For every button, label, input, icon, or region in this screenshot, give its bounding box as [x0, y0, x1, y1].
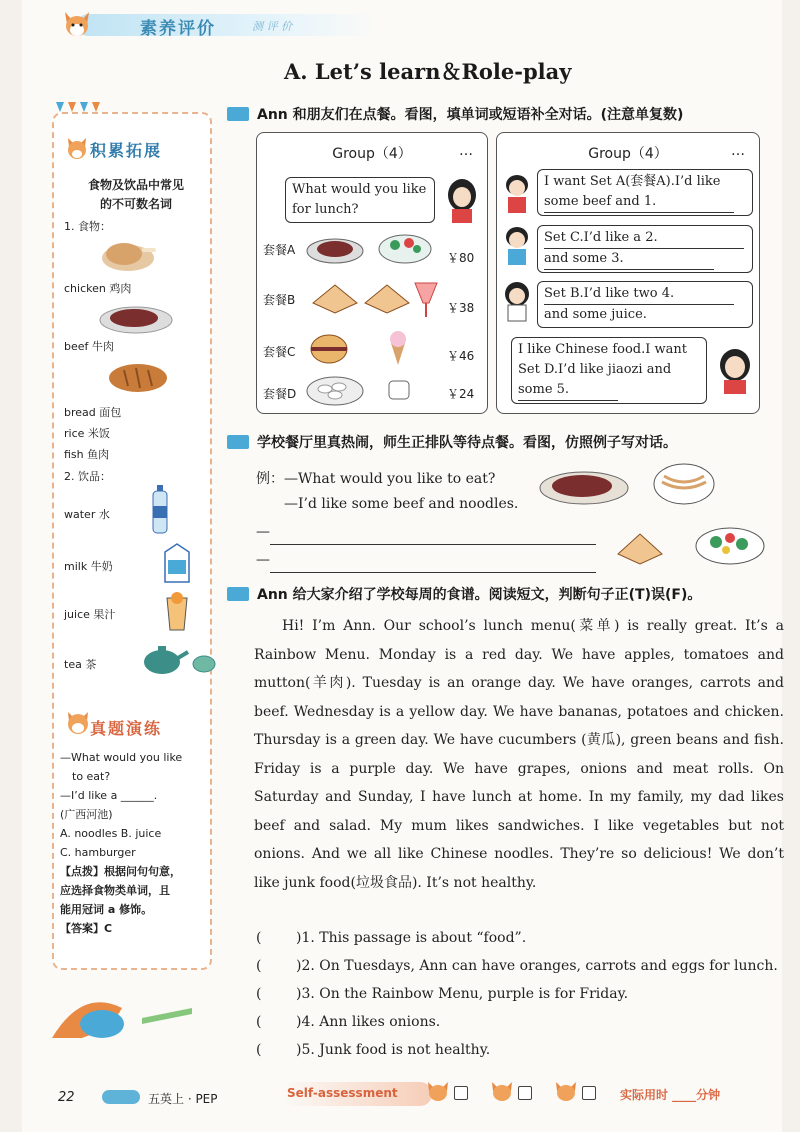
tf-answer-slot-4[interactable]: (: [256, 1014, 262, 1030]
tf-item-1: [256, 930, 526, 946]
exam-q3: —I’d like a ______.: [60, 789, 158, 802]
fish-label: fish 鱼肉: [64, 448, 110, 461]
exam-tip-line1: 【点拨】根据问句句意，: [60, 865, 181, 878]
page-number: 22: [58, 1090, 75, 1105]
exam-tip-line2: 应选择食物类单词，且: [60, 884, 170, 897]
tf-answer-slot-2[interactable]: (: [256, 958, 262, 974]
section-marker-icon: [227, 435, 249, 449]
sidebar-box: [52, 112, 212, 970]
bread-icon: [106, 360, 170, 396]
rating-checkbox-2[interactable]: [518, 1086, 532, 1100]
answer-blank-4[interactable]: Set B.I’d like two 4.: [544, 284, 734, 305]
order-bubble-1-line2: [544, 192, 746, 213]
combo-b-food-icon: [305, 273, 445, 323]
beef-icon: [98, 300, 174, 336]
girl-avatar-icon: [443, 177, 481, 225]
bunting-icon: [52, 100, 112, 116]
rating-checkbox-1[interactable]: [454, 1086, 468, 1100]
exam-heading: [66, 714, 196, 742]
combo-c-label: 套餐C: [263, 345, 296, 359]
series-badge: [102, 1090, 140, 1104]
milk-label: milk 牛奶: [64, 560, 113, 573]
teapot-icon: [138, 638, 218, 678]
bread-label: bread 面包: [64, 406, 122, 419]
combo-b-label: 套餐B: [263, 293, 296, 307]
sidebar-heading-text: 积累拓展: [90, 141, 163, 160]
order-bubble-4-line1: I like Chinese food.I want: [518, 342, 687, 357]
tf-answer-slot-3[interactable]: (: [256, 986, 262, 1002]
example-answer: —I’d like some beef and noodles.: [284, 496, 519, 512]
water-bottle-icon: [150, 484, 170, 536]
menu-panel-left: [256, 132, 488, 414]
section1-instruction-text: Ann 和朋友们在点餐。看图，填单词或短语补全对话。(注意单复数): [257, 107, 684, 123]
answer-line-1[interactable]: [270, 544, 596, 545]
fox-rating-icon: [554, 1080, 578, 1102]
page-footer: [22, 1072, 782, 1106]
beef-label: beef 牛肉: [64, 340, 114, 353]
exam-answer: 【答案】C: [60, 922, 113, 935]
answer-line-2[interactable]: [270, 572, 596, 573]
order-bubble-2-line2: [544, 249, 746, 270]
girl-avatar-icon: [715, 347, 755, 397]
section3-instruction: [227, 584, 701, 604]
section-marker-icon: [227, 107, 249, 121]
waiter-bubble: What would you like for lunch?: [285, 177, 435, 223]
fox-rating-icon: [426, 1080, 450, 1102]
tf-answer-slot-1[interactable]: (: [256, 930, 262, 946]
workbook-page: [22, 0, 782, 1132]
section1-instruction: [227, 104, 683, 124]
combo-b-price: ￥38: [447, 301, 475, 315]
order-bubble-1: [537, 169, 753, 216]
order-bubble-4-line3: [518, 380, 700, 401]
fox-rating-icon: [490, 1080, 514, 1102]
combo-d-food-icon: [305, 373, 445, 409]
book-label: 五英上 · PEP: [148, 1092, 218, 1106]
exam-heading-text: 真题演练: [90, 719, 163, 738]
combo-a-price: ￥80: [447, 251, 475, 265]
tf-item-4: [256, 1014, 440, 1030]
combo-d-price: ￥24: [447, 387, 475, 401]
section2-instruction: [227, 432, 677, 452]
combo-c-food-icon: [305, 329, 445, 369]
sidebar-subtitle-line1: 食物及饮品中常见: [87, 178, 184, 192]
answer-blank-2[interactable]: Set C.I’d like a 2.: [544, 228, 744, 249]
fox-mascot-icon: [62, 10, 92, 38]
combo-a-food-icon: [305, 229, 445, 269]
tf-item-2: [256, 958, 778, 974]
tea-label: tea 茶: [64, 658, 97, 671]
boy-avatar-icon: [503, 173, 531, 215]
milk-carton-icon: [162, 542, 192, 584]
sidebar-subtitle-line2: 的不可数名词: [99, 197, 172, 211]
juice-glass-icon: [162, 590, 192, 632]
drink-label: 2. 饮品：: [64, 470, 111, 483]
order-bubble-2-line1: [544, 228, 746, 249]
combo-a-label: 套餐A: [263, 243, 296, 257]
tf-item-4-text: )4. Ann likes onions.: [296, 1014, 441, 1030]
left-panel-title: Group（4）: [332, 146, 412, 162]
fox-icon: [66, 136, 88, 162]
tf-item-3: [256, 986, 628, 1002]
menu-panel-right: [496, 132, 760, 414]
section3-instruction-text: Ann 给大家介绍了学校每周的食谱。阅读短文，判断句子正(T)误(F)。: [257, 587, 702, 603]
tf-item-1-text: )1. This passage is about “food”.: [296, 930, 527, 946]
order-bubble-3-line2: and some juice.: [544, 307, 647, 322]
sidebar-subtitle: [66, 176, 206, 214]
tf-item-2-text: )2. On Tuesdays, Ann can have oranges, carrots and eggs for lunch.: [296, 958, 778, 974]
section2-instruction-text: 学校餐厅里真热闹，师生正排队等待点餐。看图，仿照例子写对话。: [257, 435, 677, 451]
tf-item-5-text: )5. Junk food is not healthy.: [296, 1042, 491, 1058]
beef-noodles-icon: [538, 460, 718, 510]
sidebar-heading: [66, 136, 196, 164]
reading-passage: Hi! I’m Ann. Our school’s lunch menu(菜单) is really great. It’s a Rainbow Menu. Monday is a red day. We have apples, tomatoes and mutton(羊肉). Tuesday is an orange day. We have oranges, carrots and beef. Wednesday is a yellow day. We have bananas, potatoes and chicken. Thursday is a green day. We have cucumbers (黄瓜), green beans and fish. Friday is a purple day. We have grapes, onions and meat rolls. On Saturday and Sunday, I have lunch at home. In my family, my dad likes beef and salad. My mum likes sandwiches. I like vegetables but not onions. And we all like Chinese noodles. They’re so delicious! We don’t like junk food(垃圾食品). It’s not healthy.: [254, 618, 784, 891]
order-bubble-3-line1: [544, 284, 746, 305]
left-panel-dots: …: [459, 143, 473, 159]
exam-q2: to eat?: [72, 770, 111, 783]
tf-item-3-text: )3. On the Rainbow Menu, purple is for Friday.: [296, 986, 629, 1002]
tf-answer-slot-5[interactable]: (: [256, 1042, 262, 1058]
right-panel-dots: …: [731, 143, 745, 159]
exam-option-c: C. hamburger: [60, 846, 136, 859]
water-label: water 水: [64, 508, 110, 521]
exam-option-ab: A. noodles B. juice: [60, 827, 162, 840]
answer-blank-5[interactable]: some 5.: [518, 380, 618, 401]
section-marker-icon: [227, 587, 249, 601]
exam-question: [60, 748, 210, 938]
running-fox-icon: [42, 978, 202, 1058]
order-bubble-4-line2: Set D.I’d like jiaozi and: [518, 362, 672, 377]
combo-c-price: ￥46: [447, 349, 475, 363]
exam-tip-line3: 能用冠词 a 修饰。: [60, 903, 153, 916]
answer-blank-3[interactable]: and some 3.: [544, 249, 714, 270]
right-panel-title: Group（4）: [588, 146, 668, 162]
header-band: [77, 14, 377, 36]
fox-icon: [66, 708, 90, 738]
chicken-label: chicken 鸡肉: [64, 282, 132, 295]
page-title: A. Let’s learn＆Role-play: [284, 59, 572, 84]
example-question: 例：—What would you like to eat?: [256, 471, 496, 487]
self-assessment-label: Self-assessment: [287, 1086, 398, 1100]
time-used-label: 实际用时 ____分钟: [620, 1088, 721, 1102]
rating-checkbox-3[interactable]: [582, 1086, 596, 1100]
tf-item-5: [256, 1042, 490, 1058]
answer-line-1-dash: —: [256, 524, 270, 540]
answer-line-2-dash: —: [256, 552, 270, 568]
order-bubble-4: [511, 337, 707, 404]
rice-label: rice 米饭: [64, 427, 110, 440]
order-bubble-1-line1: I want Set A(套餐A).I’d like: [544, 174, 721, 189]
order-bubble-2: [537, 225, 753, 273]
header-title: 素养评价: [140, 19, 216, 39]
order-bubble-3: [537, 281, 753, 328]
header-subtitle: 测 评 价: [252, 20, 292, 33]
sandwich-salad-icon: [612, 520, 768, 570]
juice-label: juice 果汁: [64, 608, 116, 621]
answer-blank-1[interactable]: some beef and 1.: [544, 192, 734, 213]
chicken-icon: [94, 234, 164, 274]
boy-avatar-icon: [503, 225, 531, 267]
combo-d-label: 套餐D: [263, 387, 297, 401]
exam-q1: —What would you like: [60, 751, 183, 764]
page-header: [22, 0, 782, 40]
exam-source: (广西河池): [60, 808, 113, 821]
girl-avatar-icon: [503, 281, 531, 323]
food-label: 1. 食物：: [64, 220, 111, 233]
